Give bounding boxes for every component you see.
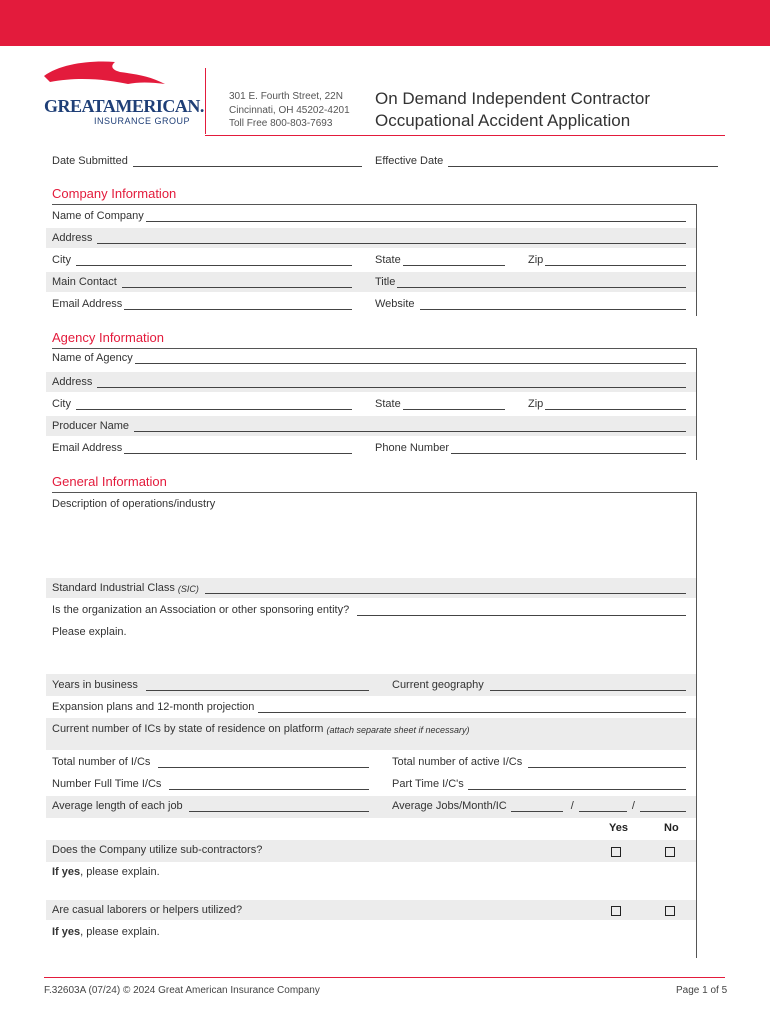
address-line-1: 301 E. Fourth Street, 22N bbox=[229, 91, 343, 102]
description-label: Description of operations/industry bbox=[52, 498, 216, 510]
slash-2: / bbox=[631, 800, 635, 812]
agency-address-field[interactable] bbox=[52, 376, 686, 388]
company-address bbox=[229, 90, 350, 131]
geography-field[interactable] bbox=[392, 679, 686, 691]
date-submitted-field[interactable] bbox=[52, 155, 362, 167]
top-red-bar bbox=[0, 0, 770, 46]
geography-label: Current geography bbox=[392, 679, 484, 691]
avg-job-label: Average length of each job bbox=[52, 800, 183, 812]
company-city-label: City bbox=[52, 254, 71, 266]
current-ics-label bbox=[52, 723, 470, 735]
casual-explain-label bbox=[52, 926, 160, 938]
casual-explain-textarea[interactable] bbox=[52, 940, 686, 958]
sic-note: (SIC) bbox=[177, 584, 199, 594]
agency-email-field[interactable] bbox=[52, 442, 352, 454]
effective-date-label: Effective Date bbox=[375, 155, 444, 167]
agency-section-title: Agency Information bbox=[52, 330, 165, 345]
agency-zip-label: Zip bbox=[528, 398, 544, 410]
company-title-field[interactable] bbox=[375, 276, 686, 288]
agency-state-field[interactable] bbox=[375, 398, 505, 410]
q-casual-label: Are casual laborers or helpers utilized? bbox=[52, 904, 243, 916]
if-yes-bold: If yes bbox=[52, 926, 81, 938]
no-column-header: No bbox=[664, 822, 679, 834]
expansion-label: Expansion plans and 12-month projection bbox=[52, 701, 255, 713]
agency-section-border bbox=[696, 348, 697, 460]
agency-section-rule bbox=[52, 348, 697, 349]
company-email-field[interactable] bbox=[52, 298, 352, 310]
part-time-label: Part Time I/C's bbox=[392, 778, 464, 790]
slash-1: / bbox=[570, 800, 574, 812]
if-yes-rest: , please explain. bbox=[80, 866, 160, 878]
current-ics-note: (attach separate sheet if necessary) bbox=[326, 725, 470, 735]
header-rule bbox=[205, 135, 725, 136]
total-active-field[interactable] bbox=[392, 756, 686, 768]
company-email-label: Email Address bbox=[52, 298, 123, 310]
agency-producer-label: Producer Name bbox=[52, 420, 130, 432]
footer-form-id: F.32603A (07/24) © 2024 Great American Insurance Company bbox=[44, 985, 320, 996]
casual-no-checkbox[interactable] bbox=[665, 906, 675, 916]
general-section-title: General Information bbox=[52, 474, 167, 489]
if-yes-rest: , please explain. bbox=[80, 926, 160, 938]
company-website-field[interactable] bbox=[375, 298, 686, 310]
total-active-label: Total number of active I/Cs bbox=[392, 756, 523, 768]
company-address-field[interactable] bbox=[52, 232, 686, 244]
company-name-label: Name of Company bbox=[52, 210, 144, 222]
association-explain-textarea[interactable] bbox=[52, 642, 686, 674]
company-website-label: Website bbox=[375, 298, 415, 310]
description-textarea[interactable] bbox=[52, 514, 686, 576]
general-section-border bbox=[696, 492, 697, 958]
company-city-field[interactable] bbox=[52, 254, 352, 266]
company-main-contact-field[interactable] bbox=[52, 276, 352, 288]
sic-field[interactable] bbox=[52, 582, 686, 594]
logo-subtitle: INSURANCE GROUP bbox=[94, 116, 191, 126]
expansion-field[interactable] bbox=[52, 701, 686, 713]
agency-zip-field[interactable] bbox=[528, 398, 686, 410]
full-time-field[interactable] bbox=[52, 778, 369, 790]
company-section-border bbox=[696, 204, 697, 316]
years-field[interactable] bbox=[52, 679, 369, 691]
address-line-2: Cincinnati, OH 45202-4201 bbox=[229, 104, 350, 116]
company-main-contact-label: Main Contact bbox=[52, 276, 117, 288]
date-submitted-label: Date Submitted bbox=[52, 155, 128, 167]
company-name-field[interactable] bbox=[52, 210, 686, 222]
agency-state-label: State bbox=[375, 398, 401, 410]
company-section-title: Company Information bbox=[52, 186, 177, 201]
yes-column-header: Yes bbox=[609, 822, 628, 834]
company-address-label: Address bbox=[52, 232, 93, 244]
agency-producer-field[interactable] bbox=[52, 420, 686, 432]
effective-date-field[interactable] bbox=[375, 155, 718, 167]
address-line-3: Toll Free 800-803-7693 bbox=[229, 118, 333, 129]
form-title bbox=[375, 88, 650, 132]
agency-city-label: City bbox=[52, 398, 71, 410]
avg-job-field[interactable] bbox=[52, 800, 369, 812]
company-zip-field[interactable] bbox=[528, 254, 686, 266]
header-divider bbox=[205, 68, 206, 134]
association-field[interactable] bbox=[52, 604, 686, 616]
total-ics-label: Total number of I/Cs bbox=[52, 756, 151, 768]
company-state-field[interactable] bbox=[375, 254, 505, 266]
subcontractors-yes-checkbox[interactable] bbox=[611, 847, 621, 857]
footer-page-number: Page 1 of 5 bbox=[676, 985, 728, 996]
agency-phone-field[interactable] bbox=[375, 442, 686, 454]
general-section-rule bbox=[52, 492, 697, 493]
company-section-rule bbox=[52, 204, 697, 205]
agency-name-field[interactable] bbox=[52, 352, 686, 364]
logo-wordmark: GREATAMERICAN. bbox=[44, 96, 204, 116]
subcontractors-explain-textarea[interactable] bbox=[52, 880, 686, 900]
form-title-line-1: On Demand Independent Contractor bbox=[375, 89, 651, 108]
part-time-field[interactable] bbox=[392, 778, 686, 790]
current-ics-text: Current number of ICs by state of residence on platform bbox=[52, 723, 324, 735]
agency-name-label: Name of Agency bbox=[52, 352, 133, 364]
association-label: Is the organization an Association or other sponsoring entity? bbox=[52, 604, 350, 616]
association-explain-label: Please explain. bbox=[52, 626, 127, 638]
years-label: Years in business bbox=[52, 679, 138, 691]
subcontractors-no-checkbox[interactable] bbox=[665, 847, 675, 857]
agency-address-label: Address bbox=[52, 376, 93, 388]
agency-phone-label: Phone Number bbox=[375, 442, 449, 454]
subcontractors-explain-label bbox=[52, 866, 160, 878]
q-subcontractors-label: Does the Company utilize sub-contractors? bbox=[52, 844, 263, 856]
full-time-label: Number Full Time I/Cs bbox=[52, 778, 162, 790]
total-ics-field[interactable] bbox=[52, 756, 369, 768]
sic-label: Standard Industrial Class bbox=[52, 582, 175, 594]
avg-jobs-label: Average Jobs/Month/IC bbox=[392, 800, 507, 812]
avg-jobs-field[interactable] bbox=[392, 800, 686, 812]
agency-city-field[interactable] bbox=[52, 398, 352, 410]
footer-rule bbox=[44, 977, 725, 978]
company-zip-label: Zip bbox=[528, 254, 544, 266]
if-yes-bold: If yes bbox=[52, 866, 81, 878]
casual-yes-checkbox[interactable] bbox=[611, 906, 621, 916]
agency-email-label: Email Address bbox=[52, 442, 123, 454]
company-title-label: Title bbox=[375, 276, 396, 288]
form-title-line-2: Occupational Accident Application bbox=[375, 111, 631, 130]
company-state-label: State bbox=[375, 254, 401, 266]
